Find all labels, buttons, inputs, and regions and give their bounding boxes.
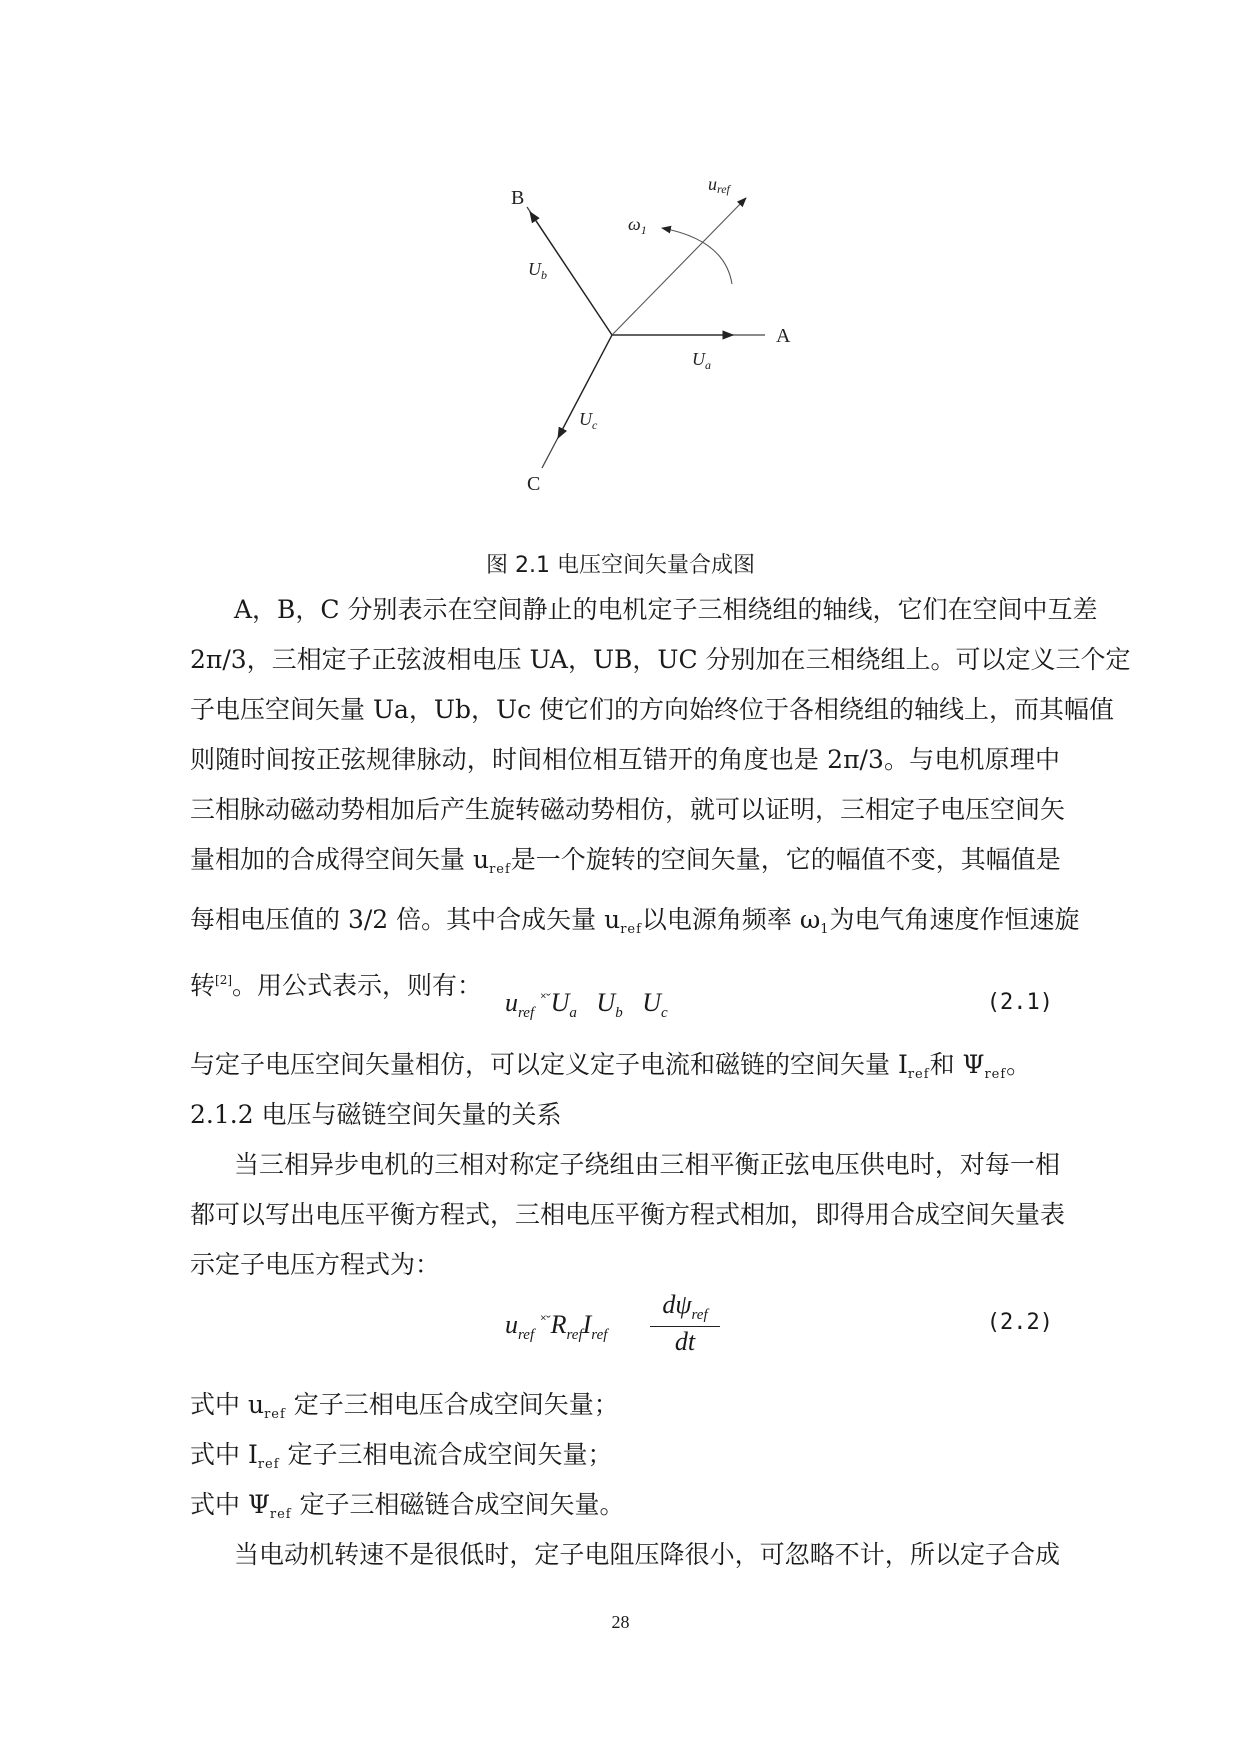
axis-label-b: B <box>511 187 525 209</box>
paragraph-3 <box>190 1530 1060 1580</box>
text-line: 子电压空间矢量 Ua，Ub，Uc 使它们的方向始终位于各相绕组的轴线上，而其幅值 <box>190 695 1115 724</box>
text-line: 三相脉动磁动势相加后产生旋转磁动势相仿，就可以证明，三相定子电压空间矢 <box>190 795 1066 824</box>
label-uc: $U_c$ <box>579 409 598 432</box>
line-after-eq1: 与定子电压空间矢量相仿，可以定义定子电流和磁链的空间矢量 $I_{ref}$和 $\Psi_{ref}$。 <box>190 1050 1032 1082</box>
definition-iref: 式中 $I_{ref}$ 定子三相电流合成空间矢量； <box>190 1440 613 1472</box>
text-line: 每相电压值的 3/2 倍。其中合成矢量 $u_{ref}$以电源角频率 $\omega_1$为电气角速度作恒速旋 <box>190 905 1080 937</box>
definition-psiref: 式中 $\Psi_{ref}$ 定子三相磁链合成空间矢量。 <box>190 1490 625 1522</box>
definition-uref: 式中 $u_{ref}$ 定子三相电压合成空间矢量； <box>190 1390 619 1422</box>
omega-rotation-arc <box>662 228 732 284</box>
text-line: 2π/3，三相定子正弦波相电压 UA，UB，UC 分别加在三相绕组上。可以定义三个定 <box>190 645 1131 674</box>
equation-number-2-2: (2.2) <box>986 1310 1053 1335</box>
vector-diagram <box>0 0 1241 540</box>
text-line: 当三相异步电机的三相对称定子绕组由三相平衡正弦电压供电时，对每一相 <box>234 1150 1060 1179</box>
figure-caption: 图 2.1 电压空间矢量合成图 <box>486 553 755 578</box>
label-ub: $U_b$ <box>528 259 547 282</box>
equation-number-2-1: (2.1) <box>986 990 1053 1015</box>
equation-2-1: $u_{ref}$ $^{˟ˇ}U_a$ $U_b$ $U_c$ <box>505 988 668 1021</box>
axis-label-a: A <box>776 325 791 347</box>
text-line: 量相加的合成得空间矢量 $u_{ref}$是一个旋转的空间矢量，它的幅值不变，其幅值是 <box>190 845 1061 877</box>
text-line: 示定子电压方程式为： <box>190 1250 441 1279</box>
section-heading: 2.1.2 电压与磁链空间矢量的关系 <box>190 1100 562 1129</box>
equation-2-2: $u_{ref}$ $^{˟ˇ}R_{ref}I_{ref}$ <box>505 1310 608 1343</box>
paragraph-1 <box>190 585 1131 1011</box>
text-line: A，B，C 分别表示在空间静止的电机定子三相绕组的轴线，它们在空间中互差 <box>234 595 1098 624</box>
label-uref: uref <box>708 174 730 196</box>
page-number: 28 <box>611 1612 630 1632</box>
paragraph-2 <box>190 1140 1066 1290</box>
text-line: 都可以写出电压平衡方程式，三相电压平衡方程式相加，即得用合成空间矢量表 <box>190 1200 1066 1229</box>
equation-2-2-fraction: $d\psi_{ref}$ dt <box>650 1290 720 1357</box>
label-omega: $\omega_1$ <box>628 214 647 237</box>
text-line: 当电动机转速不是很低时，定子电阻压降很小，可忽略不计，所以定子合成 <box>234 1540 1060 1569</box>
axis-label-c: C <box>527 473 541 495</box>
text-line: 则随时间按正弦规律脉动，时间相位相互错开的角度也是 2π/3。与电机原理中 <box>190 745 1060 774</box>
text-line: 转[2]。用公式表示，则有： <box>190 971 483 1000</box>
label-ua: $U_a$ <box>692 349 711 372</box>
